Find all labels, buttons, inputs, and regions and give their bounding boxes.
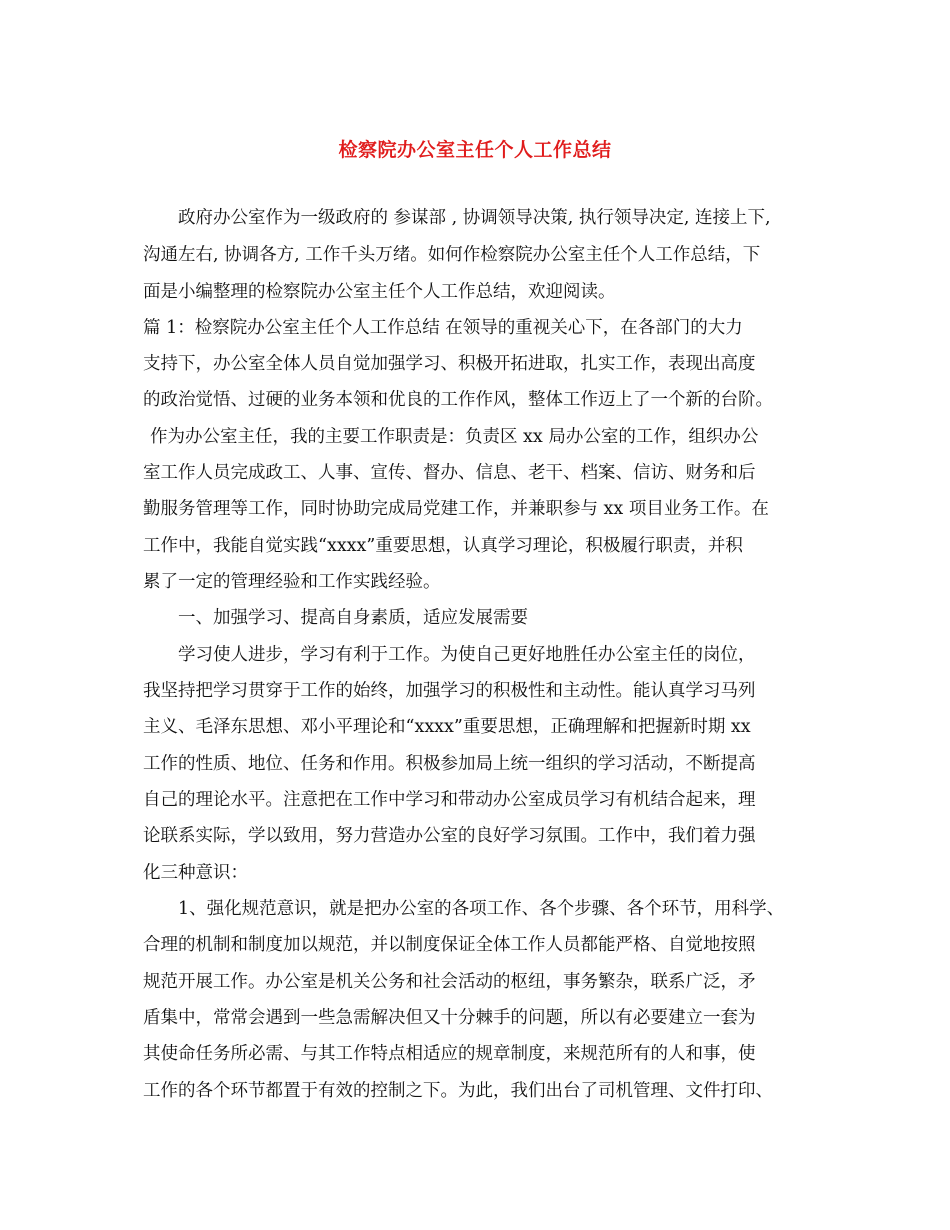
paragraph-line: 合理的机制和制度加以规范，并以制度保证全体工作人员都能严格、自觉地按照 <box>143 935 756 955</box>
paragraph-line: 勤服务管理等工作，同时协助完成局党建工作，并兼职参与 xx 项目业务工作。在 <box>143 499 769 519</box>
paragraph-line: 政府办公室作为一级政府的 参谋部 , 协调领导决策, 执行领导决定, 连接上下, <box>178 208 771 228</box>
paragraph-line: 篇 1：检察院办公室主任个人工作总结 在领导的重视关心下，在各部门的大力 <box>143 318 743 338</box>
document-title: 检察院办公室主任个人工作总结 <box>338 139 612 161</box>
paragraph-line: 论联系实际，学以致用，努力营造办公室的良好学习氛围。工作中，我们着力强 <box>143 826 756 846</box>
section-heading: 一、加强学习、提高自身素质，适应发展需要 <box>178 608 528 628</box>
paragraph-line: 作为办公室主任，我的主要工作职责是：负责区 xx 局办公室的工作，组织办公 <box>150 427 759 447</box>
paragraph-line: 工作中，我能自觉实践“xxxx”重要思想，认真学习理论，积极履行职责，并积 <box>143 536 743 556</box>
paragraph-line: 主义、毛泽东思想、邓小平理论和“xxxx”重要思想，正确理解和把握新时期 xx <box>143 717 751 737</box>
paragraph-line: 沟通左右, 协调各方, 工作千头万绪。如何作检察院办公室主任个人工作总结，下 <box>143 245 761 265</box>
paragraph-line: 学习使人进步，学习有利于工作。为使自己更好地胜任办公室主任的岗位， <box>178 645 756 665</box>
paragraph-line: 我坚持把学习贯穿于工作的始终，加强学习的积极性和主动性。能认真学习马列 <box>143 681 756 701</box>
paragraph-line: 累了一定的管理经验和工作实践经验。 <box>143 572 441 592</box>
paragraph-line: 其使命任务所必需、与其工作特点相适应的规章制度，来规范所有的人和事，使 <box>143 1044 756 1064</box>
paragraph-line: 面是小编整理的检察院办公室主任个人工作总结，欢迎阅读。 <box>143 282 616 302</box>
paragraph-line: 规范开展工作。办公室是机关公务和社会活动的枢纽，事务繁杂，联系广泛，矛 <box>143 972 756 992</box>
paragraph-line: 的政治觉悟、过硬的业务本领和优良的工作作风，整体工作迈上了一个新的台阶。 <box>143 390 773 410</box>
paragraph-line: 盾集中，常常会遇到一些急需解决但又十分棘手的问题，所以有必要建立一套为 <box>143 1008 756 1028</box>
paragraph-line: 支持下，办公室全体人员自觉加强学习、积极开拓进取，扎实工作，表现出高度 <box>143 354 756 374</box>
paragraph-line: 自己的理论水平。注意把在工作中学习和带动办公室成员学习有机结合起来，理 <box>143 790 756 810</box>
paragraph-line: 化三种意识： <box>143 863 248 883</box>
paragraph-line: 工作的各个环节都置于有效的控制之下。为此，我们出台了司机管理、文件打印、 <box>143 1081 773 1101</box>
paragraph-line: 室工作人员完成政工、人事、宣传、督办、信息、老干、档案、信访、财务和后 <box>143 463 756 483</box>
paragraph-line: 1、强化规范意识，就是把办公室的各项工作、各个步骤、各个环节，用科学、 <box>178 899 785 919</box>
paragraph-line: 工作的性质、地位、任务和作用。积极参加局上统一组织的学习活动，不断提高 <box>143 754 756 774</box>
